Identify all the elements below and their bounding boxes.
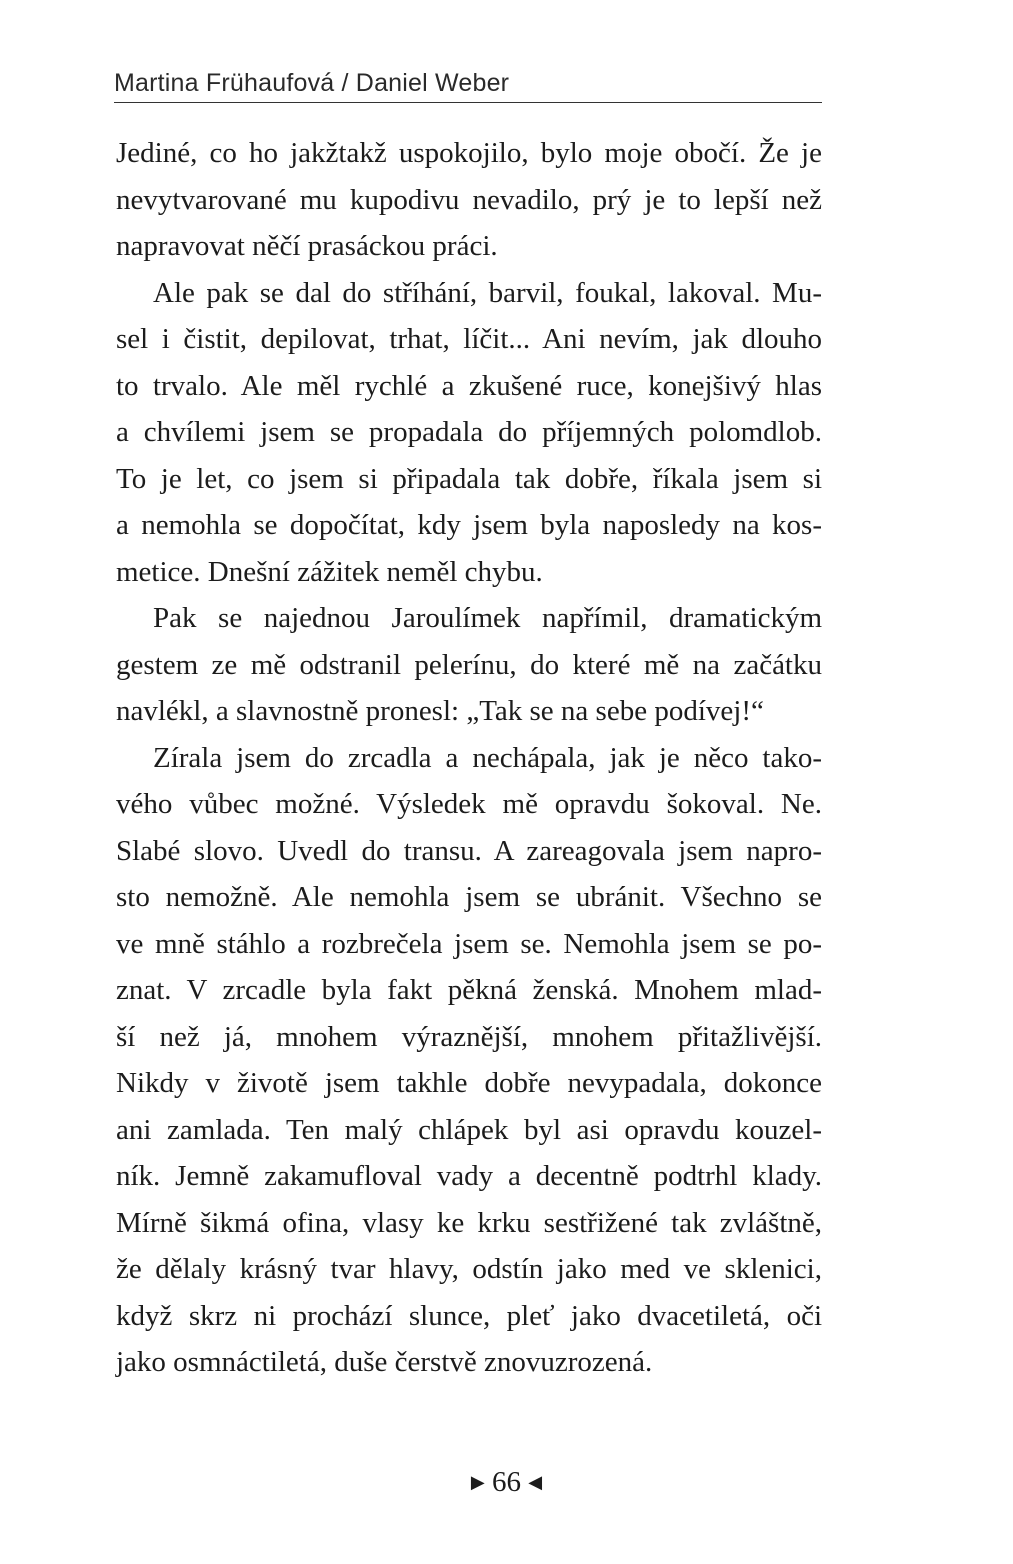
text-line: když skrz ni prochází slunce, pleť jako dvacetiletá, oči bbox=[116, 1299, 822, 1332]
text-line: a chvílemi jsem se propadala do příjemných polomdlob. bbox=[116, 416, 822, 448]
paragraph bbox=[116, 735, 822, 1386]
text-line: Nikdy v životě jsem takhle dobře nevypadala, dokonce bbox=[116, 1067, 822, 1099]
text-line: ve mně stáhlo a rozbrečela jsem se. Nemohla jsem se po- bbox=[116, 927, 822, 960]
page-marker-left-icon: ▶ bbox=[470, 1472, 485, 1492]
text-line: metice. Dnešní zážitek neměl chybu. bbox=[116, 555, 543, 588]
text-line: gestem ze mě odstranil pelerínu, do které mě na začátku bbox=[116, 648, 822, 681]
text-line: Slabé slovo. Uvedl do transu. A zareagovala jsem napro- bbox=[116, 834, 822, 867]
page-number: 66 bbox=[492, 1466, 521, 1498]
text-line: Ale pak se dal do stříhání, barvil, foukal, lakoval. Mu- bbox=[153, 276, 822, 309]
body-text bbox=[116, 130, 822, 1386]
text-line: Zírala jsem do zrcadla a nechápala, jak je něco tako- bbox=[153, 741, 822, 774]
paragraph bbox=[116, 595, 822, 735]
text-line: ani zamlada. Ten malý chlápek byl asi opravdu kouzel- bbox=[116, 1113, 822, 1146]
text-line: a nemohla se dopočítat, kdy jsem byla naposledy na kos- bbox=[116, 509, 822, 541]
text-line: navlékl, a slavnostně pronesl: „Tak se na sebe podívej!“ bbox=[116, 695, 764, 727]
header-rule bbox=[114, 102, 822, 103]
text-line: Jediné, co ho jakžtakž uspokojilo, bylo moje obočí. Že je bbox=[116, 137, 822, 169]
text-line: To je let, co jsem si připadala tak dobře, říkala jsem si bbox=[116, 462, 822, 495]
running-header: Martina Frühaufová / Daniel Weber bbox=[114, 69, 510, 97]
text-line: Pak se najednou Jaroulímek napřímil, dramatickým bbox=[153, 602, 822, 634]
text-line: nevytvarované mu kupodivu nevadilo, prý je to lepší než bbox=[116, 183, 822, 216]
text-line: Mírně šikmá ofina, vlasy ke krku sestřižené tak zvláštně, bbox=[116, 1206, 822, 1239]
paragraph bbox=[116, 270, 822, 596]
text-line: sel i čistit, depilovat, trhat, líčit... Ani nevím, jak dlouho bbox=[116, 323, 822, 355]
text-line: vého vůbec možné. Výsledek mě opravdu šokoval. Ne. bbox=[116, 788, 822, 820]
text-line: sto nemožně. Ale nemohla jsem se ubránit. Všechno se bbox=[116, 881, 822, 913]
paragraph bbox=[116, 130, 822, 270]
text-line: ší než já, mnohem výraznější, mnohem přitažlivější. bbox=[116, 1020, 822, 1053]
text-line: to trvalo. Ale měl rychlé a zkušené ruce, konejšivý hlas bbox=[116, 369, 822, 402]
text-line: napravovat něčí prasáckou práci. bbox=[116, 230, 498, 262]
page-marker-right-icon: ◀ bbox=[528, 1472, 543, 1492]
page-footer bbox=[0, 1466, 1013, 1499]
text-line: že dělaly krásný tvar hlavy, odstín jako med ve sklenici, bbox=[116, 1253, 822, 1285]
text-line: jako osmnáctiletá, duše čerstvě znovuzrozená. bbox=[116, 1346, 653, 1378]
text-line: znat. V zrcadle byla fakt pěkná ženská. Mnohem mlad- bbox=[116, 974, 822, 1006]
text-line: ník. Jemně zakamufloval vady a decentně podtrhl klady. bbox=[116, 1160, 822, 1192]
